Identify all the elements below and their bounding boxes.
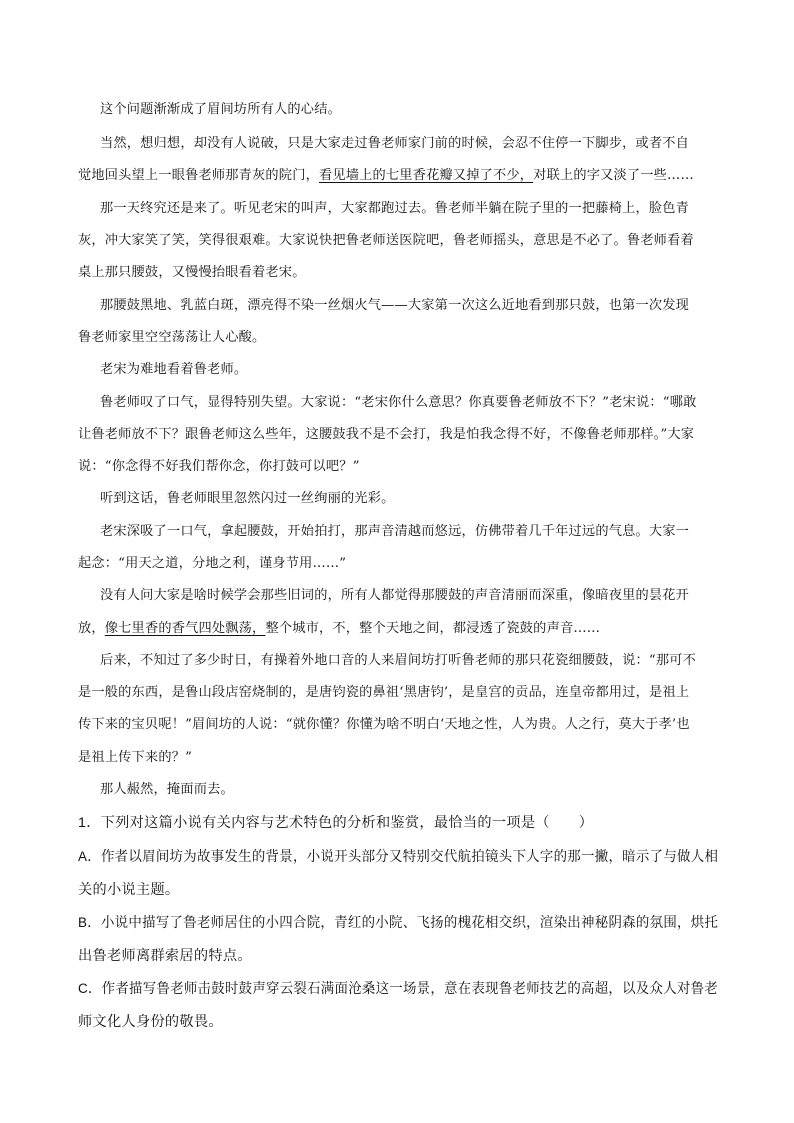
paragraph-4-line-1: 那腰鼓黑地、乳蓝白斑，漂亮得不染一丝烟火气——大家第一次这么近地看到那只鼓，也第一次发现 (100, 298, 690, 313)
paragraph-3-line-1: 那一天终究还是来了。听见老宋的叫声，大家都跑过去。鲁老师半躺在院子里的一把藤椅上，脸色青 (100, 201, 690, 216)
paragraph-2-line-2 (78, 161, 694, 190)
paragraph-9-line-2 (78, 614, 600, 643)
option-c-line-1: C．作者描写鲁老师击鼓时鼓声穿云裂石满面沧桑这一场景，意在表现鲁老师技艺的高超，以及众人对鲁老 (78, 981, 718, 997)
paragraph-6-line-2: 让鲁老师放不下？跟鲁老师这么些年，这腰鼓我不是不会打，我是怕我念得不好，不像鲁老师那样。”大家 (78, 427, 695, 442)
paragraph-10-line-3: 传下来的宝贝呢！”眉间坊的人说：“就你懂？你懂为啥不明白‘天地之性，人为贵。人之行，莫大于孝’也 (78, 717, 690, 732)
paragraph-8-line-2: 起念：“用天之道，分地之利，谨身节用……” (78, 556, 347, 571)
underlined-sentence-2: 像七里香的香气四处飘荡， (104, 621, 266, 636)
paragraph-4-line-2: 鲁老师家里空空荡荡让人心酸。 (78, 330, 266, 345)
paragraph-7: 听到这话，鲁老师眼里忽然闪过一丝绚丽的光彩。 (100, 491, 395, 506)
paragraph-6-line-3: 说：“你念得不好我们帮你念，你打鼓可以吧？” (78, 459, 360, 474)
paragraph-11: 那人赧然，掩面而去。 (100, 782, 234, 797)
option-b-line-2: 出鲁老师离群索居的特点。 (78, 948, 252, 964)
paragraph-10-line-2: 是一般的东西，是鲁山段店窑烧制的，是唐钧瓷的鼻祖‘黑唐钧’，是皇宫的贡品，连皇帝都用过，是祖上 (78, 685, 690, 700)
paragraph-2-line-1: 当然，想归想，却没有人说破，只是大家走过鲁老师家门前的时候，会忍不住停一下脚步，或者不自 (100, 136, 690, 151)
option-a-line-2: 关的小说主题。 (78, 882, 180, 898)
paragraph-2-text-end: 对联上的字又淡了一些…… (533, 168, 694, 183)
option-c-line-2: 师文化人身份的敬畏。 (78, 1014, 223, 1030)
paragraph-9-line-1: 没有人问大家是啥时候学会那些旧词的，所有人都觉得那腰鼓的声音清丽而深重，像暗夜里的昙花开 (100, 588, 690, 603)
paragraph-5: 老宋为难地看着鲁老师。 (100, 362, 248, 377)
paragraph-3-line-3: 桌上那只腰鼓，又慢慢抬眼看着老宋。 (78, 265, 306, 280)
paragraph-10-line-1: 后来，不知过了多少时日，有操着外地口音的人来眉间坊打听鲁老师的那只花瓷细腰鼓，说：“那可不 (100, 653, 696, 668)
paragraph-3-line-2: 灰，冲大家笑了笑，笑得很艰难。大家说快把鲁老师送医院吧，鲁老师摇头，意思是不必了。鲁老师看着 (78, 233, 694, 248)
paragraph-2-text: 觉地回头望上一眼鲁老师那青灰的院门， (78, 168, 319, 183)
option-a-line-1: A．作者以眉间坊为故事发生的背景，小说开头部分又特别交代航拍镜头下人字的那一撇，暗示了与做人相 (78, 849, 719, 865)
paragraph-1: 这个问题渐渐成了眉间坊所有人的心结。 (100, 102, 341, 117)
underlined-sentence-1: 看见墙上的七里香花瓣又掉了不少， (318, 168, 534, 183)
paragraph-6-line-1: 鲁老师叹了口气，显得特别失望。大家说：“老宋你什么意思？你真要鲁老师放不下？”老宋说：“哪敢 (100, 395, 697, 410)
paragraph-10-line-4: 是祖上传下来的？” (78, 750, 193, 765)
question-stem: 1．下列对这篇小说有关内容与艺术特色的分析和鉴赏，最恰当的一项是（ ） (78, 815, 594, 831)
paragraph-9-text-end: 整个城市，不，整个天地之间，都浸透了瓷鼓的声音…… (265, 621, 601, 636)
paragraph-8-line-1: 老宋深吸了一口气，拿起腰鼓，开始拍打，那声音清越而悠远，仿佛带着几千年过远的气息。大家一 (100, 524, 690, 539)
paragraph-9-text: 放， (78, 621, 105, 636)
option-b-line-1: B．小说中描写了鲁老师居住的小四合院，青红的小院、飞扬的槐花相交织，渲染出神秘阴森的氛围，烘托 (78, 915, 719, 931)
